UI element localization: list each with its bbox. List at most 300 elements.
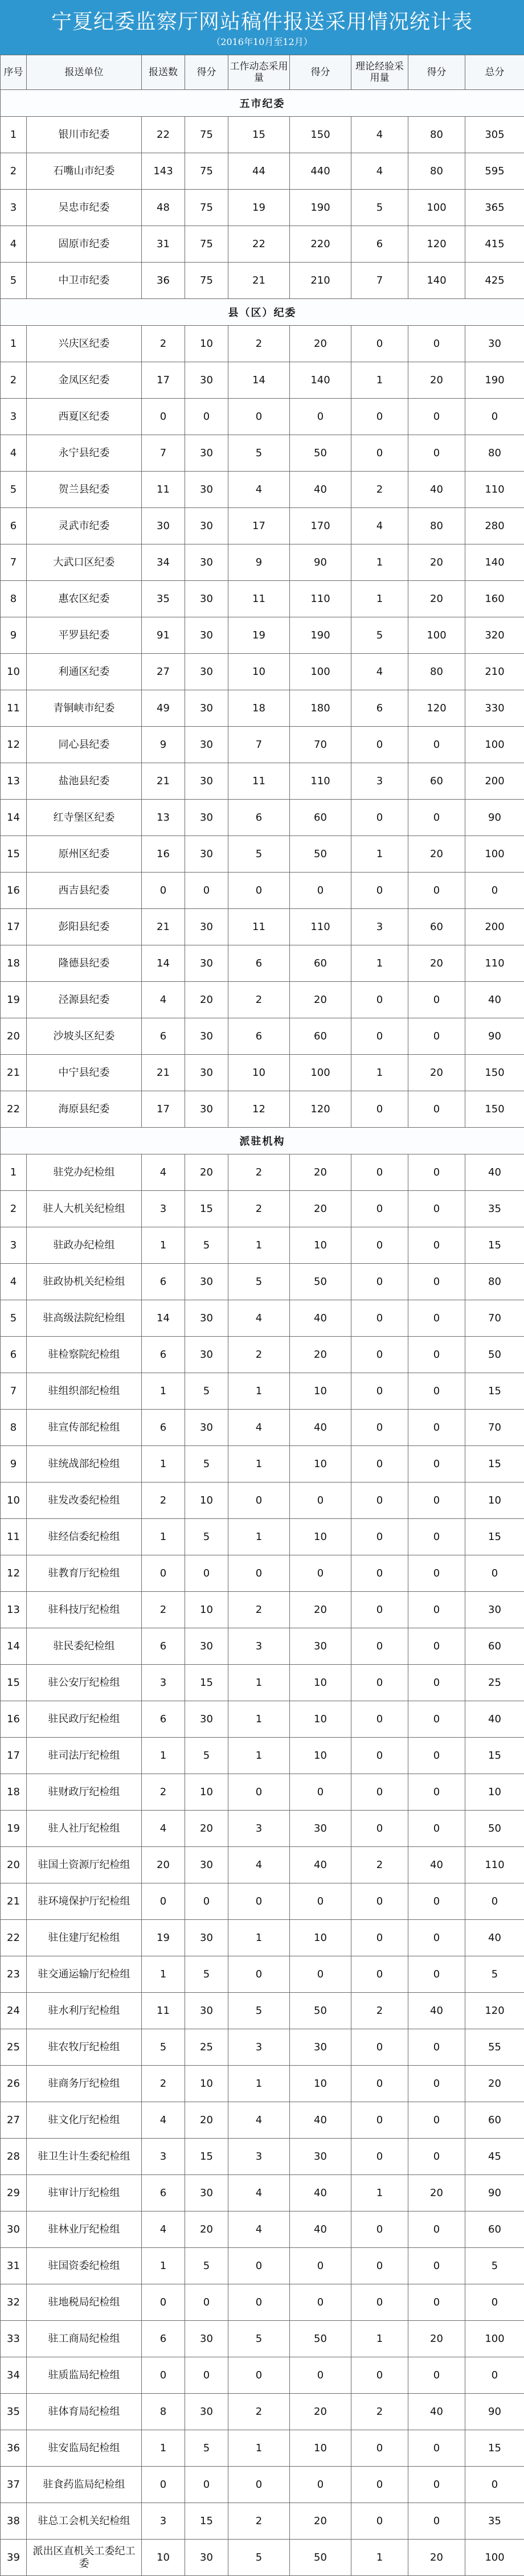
submitted-count: 9 (142, 727, 185, 763)
unit-name: 同心县纪委 (27, 727, 142, 763)
theory-score: 140 (408, 263, 465, 299)
table-row (1, 800, 524, 836)
total-score: 90 (465, 800, 524, 836)
row-index: 28 (1, 2139, 27, 2175)
work-news-score: 20 (290, 1337, 351, 1373)
section-title: 派驻机构 (1, 1128, 524, 1154)
submitted-count: 6 (142, 1701, 185, 1738)
submitted-score: 0 (185, 1883, 228, 1920)
theory-score: 0 (408, 727, 465, 763)
table-row (1, 654, 524, 690)
total-score: 100 (465, 836, 524, 873)
work-news-score: 40 (290, 2102, 351, 2139)
row-index: 19 (1, 1811, 27, 1847)
theory-count: 0 (351, 1555, 408, 1592)
work-news-count: 7 (228, 727, 290, 763)
submitted-score: 30 (185, 945, 228, 982)
work-news-score: 0 (290, 1774, 351, 1811)
theory-score: 20 (408, 362, 465, 399)
submitted-count: 5 (142, 2029, 185, 2066)
submitted-score: 10 (185, 1592, 228, 1628)
row-index: 13 (1, 1592, 27, 1628)
row-index: 12 (1, 1555, 27, 1592)
submitted-count: 2 (142, 1592, 185, 1628)
theory-score: 0 (408, 2284, 465, 2321)
work-news-count: 2 (228, 1592, 290, 1628)
table-header-row (1, 55, 524, 90)
total-score: 0 (465, 1555, 524, 1592)
theory-score: 80 (408, 117, 465, 153)
work-news-count: 12 (228, 1091, 290, 1128)
submitted-count: 1 (142, 2248, 185, 2284)
table-row (1, 117, 524, 153)
table-row (1, 909, 524, 945)
submitted-count: 2 (142, 1774, 185, 1811)
row-index: 1 (1, 117, 27, 153)
table-row (1, 1993, 524, 2029)
work-news-count: 19 (228, 617, 290, 654)
row-index: 15 (1, 836, 27, 873)
work-news-count: 5 (228, 2540, 290, 2576)
submitted-score: 30 (185, 909, 228, 945)
table-row (1, 1883, 524, 1920)
theory-score: 0 (408, 1091, 465, 1128)
submitted-score: 30 (185, 1300, 228, 1337)
theory-count: 1 (351, 945, 408, 982)
theory-score: 120 (408, 226, 465, 263)
total-score: 15 (465, 1738, 524, 1774)
theory-score: 20 (408, 544, 465, 581)
row-index: 12 (1, 727, 27, 763)
theory-count: 0 (351, 1738, 408, 1774)
theory-count: 0 (351, 1410, 408, 1446)
submitted-count: 34 (142, 544, 185, 581)
submitted-count: 1 (142, 1446, 185, 1482)
work-news-count: 1 (228, 2066, 290, 2102)
submitted-count: 2 (142, 2066, 185, 2102)
theory-count: 0 (351, 2139, 408, 2175)
unit-name: 驻住建厅纪检组 (27, 1920, 142, 1956)
total-score: 55 (465, 2029, 524, 2066)
table-row (1, 435, 524, 472)
work-news-score: 0 (290, 873, 351, 909)
unit-name: 驻食药监局纪检组 (27, 2467, 142, 2503)
submitted-count: 6 (142, 1264, 185, 1300)
work-news-count: 0 (228, 1482, 290, 1519)
theory-count: 0 (351, 1811, 408, 1847)
theory-score: 20 (408, 945, 465, 982)
theory-count: 1 (351, 2540, 408, 2576)
table-row (1, 1227, 524, 1264)
submitted-score: 75 (185, 263, 228, 299)
unit-name: 灵武市纪委 (27, 508, 142, 544)
total-score: 0 (465, 2467, 524, 2503)
submitted-score: 75 (185, 226, 228, 263)
theory-count: 0 (351, 2066, 408, 2102)
table-row (1, 1191, 524, 1227)
submitted-count: 21 (142, 1055, 185, 1091)
theory-score: 20 (408, 2540, 465, 2576)
submitted-count: 21 (142, 909, 185, 945)
total-score: 30 (465, 1592, 524, 1628)
total-score: 90 (465, 2175, 524, 2211)
work-news-score: 20 (290, 1592, 351, 1628)
submitted-count: 0 (142, 2284, 185, 2321)
total-score: 415 (465, 226, 524, 263)
unit-name: 吴忠市纪委 (27, 190, 142, 226)
total-score: 210 (465, 654, 524, 690)
work-news-score: 440 (290, 153, 351, 190)
theory-count: 0 (351, 1920, 408, 1956)
unit-name: 驻公安厅纪检组 (27, 1665, 142, 1701)
column-header-score: 得分 (290, 55, 351, 90)
theory-score: 0 (408, 2248, 465, 2284)
work-news-score: 210 (290, 263, 351, 299)
unit-name: 红寺堡区纪委 (27, 800, 142, 836)
submitted-count: 4 (142, 2102, 185, 2139)
table-row (1, 1847, 524, 1883)
submitted-score: 30 (185, 1410, 228, 1446)
unit-name: 平罗县纪委 (27, 617, 142, 654)
submitted-count: 0 (142, 2357, 185, 2394)
total-score: 365 (465, 190, 524, 226)
theory-count: 6 (351, 226, 408, 263)
theory-count: 0 (351, 1091, 408, 1128)
work-news-count: 19 (228, 190, 290, 226)
work-news-count: 6 (228, 945, 290, 982)
work-news-score: 60 (290, 1018, 351, 1055)
total-score: 15 (465, 2430, 524, 2467)
submitted-score: 30 (185, 1264, 228, 1300)
row-index: 26 (1, 2066, 27, 2102)
theory-count: 0 (351, 326, 408, 362)
row-index: 3 (1, 1227, 27, 1264)
submitted-count: 4 (142, 1811, 185, 1847)
row-index: 30 (1, 2211, 27, 2248)
work-news-count: 11 (228, 763, 290, 800)
theory-score: 0 (408, 1264, 465, 1300)
report-title: 宁夏纪委监察厅网站稿件报送采用情况统计表 (0, 10, 524, 34)
table-row (1, 1337, 524, 1373)
row-index: 25 (1, 2029, 27, 2066)
unit-name: 金凤区纪委 (27, 362, 142, 399)
submitted-count: 49 (142, 690, 185, 727)
row-index: 22 (1, 1091, 27, 1128)
work-news-count: 4 (228, 2175, 290, 2211)
table-row (1, 2394, 524, 2430)
work-news-count: 4 (228, 1410, 290, 1446)
column-header-submitted: 报送数 (142, 55, 185, 90)
table-row (1, 2503, 524, 2540)
work-news-score: 10 (290, 1519, 351, 1555)
submitted-score: 0 (185, 2467, 228, 2503)
column-header-total: 总分 (465, 55, 524, 90)
work-news-count: 1 (228, 1519, 290, 1555)
total-score: 50 (465, 1337, 524, 1373)
submitted-score: 20 (185, 982, 228, 1018)
work-news-count: 4 (228, 2211, 290, 2248)
work-news-score: 190 (290, 617, 351, 654)
theory-count: 0 (351, 2284, 408, 2321)
table-row (1, 1446, 524, 1482)
work-news-score: 10 (290, 1701, 351, 1738)
theory-score: 40 (408, 472, 465, 508)
theory-count: 6 (351, 690, 408, 727)
row-index: 5 (1, 263, 27, 299)
submitted-count: 4 (142, 1154, 185, 1191)
theory-score: 0 (408, 1701, 465, 1738)
submitted-score: 30 (185, 800, 228, 836)
row-index: 32 (1, 2284, 27, 2321)
total-score: 20 (465, 2066, 524, 2102)
table-row (1, 2321, 524, 2357)
total-score: 15 (465, 1446, 524, 1482)
submitted-score: 10 (185, 1482, 228, 1519)
theory-count: 0 (351, 1264, 408, 1300)
row-index: 9 (1, 617, 27, 654)
theory-count: 0 (351, 1482, 408, 1519)
work-news-score: 0 (290, 399, 351, 435)
theory-score: 0 (408, 1592, 465, 1628)
total-score: 70 (465, 1410, 524, 1446)
submitted-score: 30 (185, 435, 228, 472)
submitted-score: 20 (185, 1811, 228, 1847)
unit-name: 驻工商局纪检组 (27, 2321, 142, 2357)
theory-count: 0 (351, 2029, 408, 2066)
unit-name: 原州区纪委 (27, 836, 142, 873)
work-news-score: 0 (290, 1482, 351, 1519)
theory-score: 80 (408, 654, 465, 690)
table-row (1, 2284, 524, 2321)
total-score: 200 (465, 909, 524, 945)
submitted-count: 31 (142, 226, 185, 263)
submitted-score: 0 (185, 399, 228, 435)
submitted-score: 75 (185, 117, 228, 153)
theory-count: 7 (351, 263, 408, 299)
total-score: 140 (465, 544, 524, 581)
row-index: 6 (1, 508, 27, 544)
table-row (1, 2139, 524, 2175)
table-row (1, 1956, 524, 1993)
table-row (1, 1373, 524, 1410)
work-news-count: 10 (228, 1055, 290, 1091)
row-index: 5 (1, 1300, 27, 1337)
work-news-count: 1 (228, 1373, 290, 1410)
work-news-count: 2 (228, 1337, 290, 1373)
unit-name: 驻财政厅纪检组 (27, 1774, 142, 1811)
submitted-count: 4 (142, 982, 185, 1018)
unit-name: 固原市纪委 (27, 226, 142, 263)
work-news-score: 50 (290, 2321, 351, 2357)
unit-name: 驻经信委纪检组 (27, 1519, 142, 1555)
table-row (1, 836, 524, 873)
table-row (1, 2211, 524, 2248)
work-news-score: 40 (290, 1300, 351, 1337)
submitted-score: 75 (185, 153, 228, 190)
work-news-count: 0 (228, 1883, 290, 1920)
unit-name: 驻组织部纪检组 (27, 1373, 142, 1410)
submitted-count: 19 (142, 1920, 185, 1956)
row-index: 10 (1, 1482, 27, 1519)
table-row (1, 362, 524, 399)
total-score: 90 (465, 2394, 524, 2430)
unit-name: 驻文化厅纪检组 (27, 2102, 142, 2139)
theory-score: 120 (408, 690, 465, 727)
unit-name: 驻卫生计生委纪检组 (27, 2139, 142, 2175)
theory-score: 0 (408, 873, 465, 909)
row-index: 8 (1, 581, 27, 617)
theory-score: 0 (408, 1300, 465, 1337)
unit-name: 兴庆区纪委 (27, 326, 142, 362)
theory-count: 4 (351, 117, 408, 153)
table-row (1, 727, 524, 763)
submitted-score: 30 (185, 1628, 228, 1665)
submitted-score: 0 (185, 2284, 228, 2321)
unit-name: 驻总工会机关纪检组 (27, 2503, 142, 2540)
theory-score: 0 (408, 800, 465, 836)
unit-name: 隆德县纪委 (27, 945, 142, 982)
work-news-count: 0 (228, 2357, 290, 2394)
unit-name: 中宁县纪委 (27, 1055, 142, 1091)
total-score: 150 (465, 1091, 524, 1128)
statistics-table (0, 55, 524, 2576)
work-news-score: 10 (290, 1373, 351, 1410)
unit-name: 驻司法厅纪检组 (27, 1738, 142, 1774)
table-row (1, 1091, 524, 1128)
work-news-count: 2 (228, 1154, 290, 1191)
theory-score: 0 (408, 982, 465, 1018)
row-index: 16 (1, 1701, 27, 1738)
submitted-count: 11 (142, 472, 185, 508)
total-score: 0 (465, 2357, 524, 2394)
submitted-score: 30 (185, 1055, 228, 1091)
table-row (1, 763, 524, 800)
unit-name: 驻民政厅纪检组 (27, 1701, 142, 1738)
table-row (1, 153, 524, 190)
submitted-score: 25 (185, 2029, 228, 2066)
row-index: 7 (1, 544, 27, 581)
work-news-score: 30 (290, 1811, 351, 1847)
unit-name: 西夏区纪委 (27, 399, 142, 435)
table-row (1, 2540, 524, 2576)
theory-count: 0 (351, 2211, 408, 2248)
row-index: 19 (1, 982, 27, 1018)
submitted-score: 30 (185, 581, 228, 617)
row-index: 35 (1, 2394, 27, 2430)
theory-score: 0 (408, 1956, 465, 1993)
unit-name: 彭阳县纪委 (27, 909, 142, 945)
theory-count: 0 (351, 873, 408, 909)
work-news-count: 0 (228, 399, 290, 435)
work-news-count: 1 (228, 1227, 290, 1264)
theory-score: 0 (408, 2139, 465, 2175)
row-index: 20 (1, 1847, 27, 1883)
theory-score: 0 (408, 1337, 465, 1373)
submitted-score: 75 (185, 190, 228, 226)
work-news-count: 5 (228, 1993, 290, 2029)
table-row (1, 508, 524, 544)
theory-score: 0 (408, 1410, 465, 1446)
work-news-count: 3 (228, 2029, 290, 2066)
work-news-score: 20 (290, 1191, 351, 1227)
submitted-score: 15 (185, 2139, 228, 2175)
table-row (1, 1920, 524, 1956)
theory-score: 0 (408, 2102, 465, 2139)
work-news-count: 17 (228, 508, 290, 544)
unit-name: 驻政协机关纪检组 (27, 1264, 142, 1300)
unit-name: 驻科技厅纪检组 (27, 1592, 142, 1628)
table-row (1, 1300, 524, 1337)
row-index: 17 (1, 909, 27, 945)
work-news-count: 2 (228, 326, 290, 362)
work-news-score: 10 (290, 1738, 351, 1774)
table-row (1, 1774, 524, 1811)
unit-name: 驻高级法院纪检组 (27, 1300, 142, 1337)
theory-count: 0 (351, 2503, 408, 2540)
unit-name: 驻检察院纪检组 (27, 1337, 142, 1373)
work-news-score: 30 (290, 1628, 351, 1665)
unit-name: 驻统战部纪检组 (27, 1446, 142, 1482)
work-news-score: 60 (290, 800, 351, 836)
row-index: 21 (1, 1883, 27, 1920)
work-news-score: 100 (290, 1055, 351, 1091)
total-score: 330 (465, 690, 524, 727)
unit-name: 驻地税局纪检组 (27, 2284, 142, 2321)
table-row (1, 2066, 524, 2102)
work-news-count: 1 (228, 1446, 290, 1482)
submitted-score: 30 (185, 2175, 228, 2211)
total-score: 110 (465, 945, 524, 982)
total-score: 25 (465, 1665, 524, 1701)
submitted-score: 30 (185, 617, 228, 654)
row-index: 11 (1, 1519, 27, 1555)
theory-count: 2 (351, 472, 408, 508)
table-row (1, 326, 524, 362)
theory-score: 0 (408, 1738, 465, 1774)
unit-name: 驻环境保护厅纪检组 (27, 1883, 142, 1920)
table-row (1, 472, 524, 508)
theory-score: 40 (408, 2394, 465, 2430)
theory-count: 1 (351, 362, 408, 399)
work-news-score: 30 (290, 2029, 351, 2066)
theory-count: 1 (351, 544, 408, 581)
submitted-score: 5 (185, 2430, 228, 2467)
theory-score: 80 (408, 153, 465, 190)
work-news-count: 6 (228, 800, 290, 836)
theory-score: 20 (408, 581, 465, 617)
unit-name: 驻民委纪检组 (27, 1628, 142, 1665)
theory-count: 0 (351, 982, 408, 1018)
row-index: 1 (1, 326, 27, 362)
work-news-score: 170 (290, 508, 351, 544)
work-news-score: 190 (290, 190, 351, 226)
submitted-score: 30 (185, 362, 228, 399)
work-news-count: 1 (228, 1920, 290, 1956)
submitted-count: 6 (142, 2175, 185, 2211)
submitted-score: 5 (185, 1519, 228, 1555)
submitted-count: 2 (142, 326, 185, 362)
theory-count: 0 (351, 399, 408, 435)
table-row (1, 945, 524, 982)
theory-score: 0 (408, 2503, 465, 2540)
theory-score: 100 (408, 617, 465, 654)
submitted-count: 21 (142, 763, 185, 800)
submitted-score: 30 (185, 2540, 228, 2576)
table-row (1, 1701, 524, 1738)
theory-count: 3 (351, 909, 408, 945)
work-news-count: 3 (228, 1628, 290, 1665)
theory-score: 0 (408, 435, 465, 472)
